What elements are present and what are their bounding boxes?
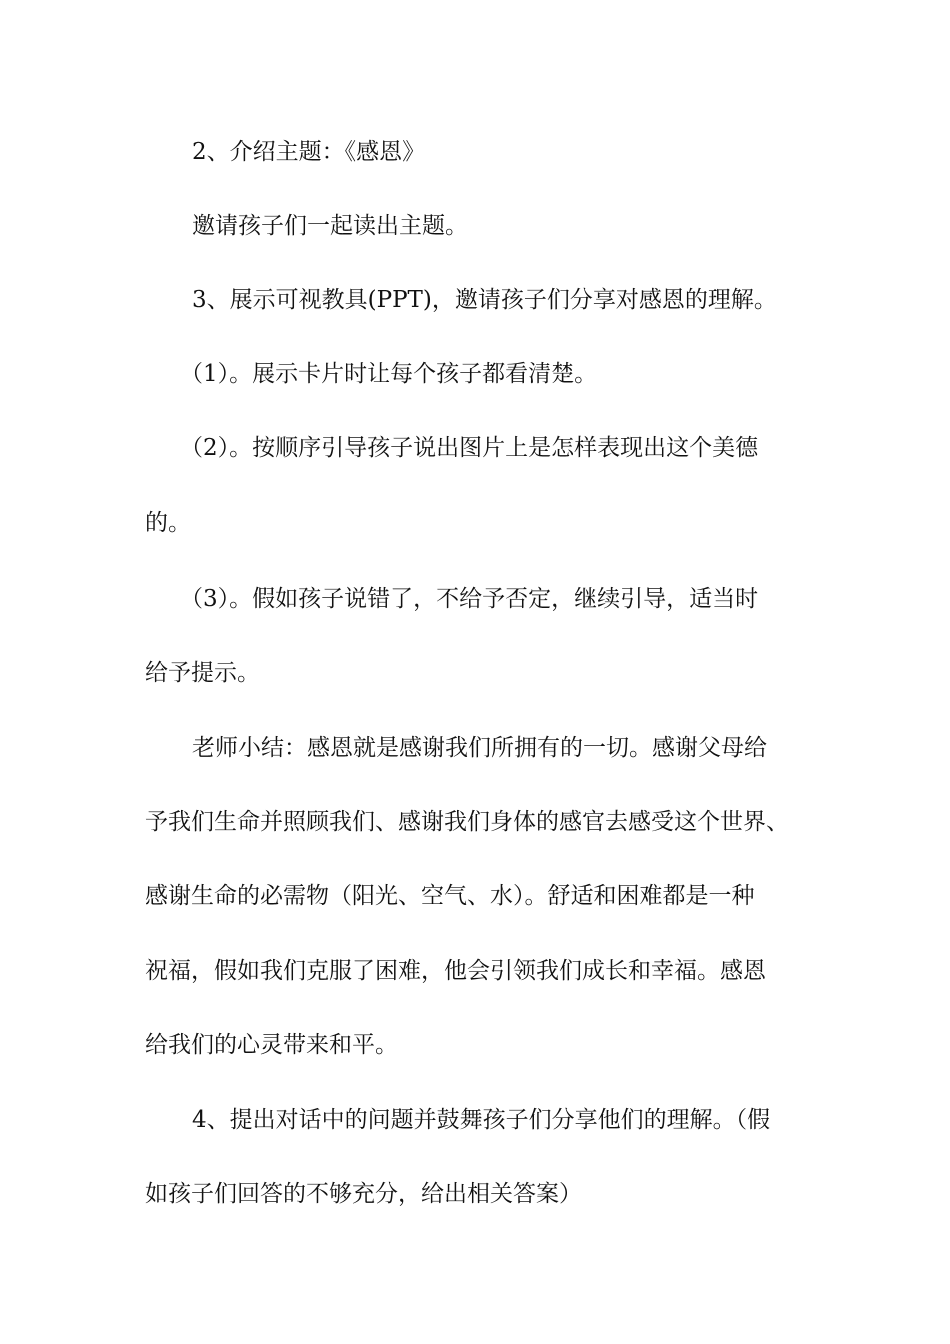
paragraph-line: 给我们的心灵带来和平。	[145, 1032, 398, 1058]
paragraph-line: 予我们生命并照顾我们、感谢我们身体的感官去感受这个世界、	[145, 809, 789, 835]
paragraph-line: 的。	[145, 510, 191, 536]
paragraph-line: （1）。展示卡片时让每个孩子都看清楚。	[180, 361, 598, 387]
paragraph-line: 如孩子们回答的不够充分，给出相关答案）	[145, 1181, 582, 1207]
paragraph-line: 祝福，假如我们克服了困难，他会引领我们成长和幸福。感恩	[145, 958, 766, 984]
paragraph-line: 感谢生命的必需物（阳光、空气、水）。舒适和困难都是一种	[145, 883, 755, 909]
paragraph-line: 3、展示可视教具(PPT)，邀请孩子们分享对感恩的理解。	[192, 287, 777, 313]
paragraph-line: 老师小结：感恩就是感谢我们所拥有的一切。感谢父母给	[192, 735, 767, 761]
paragraph-line: （3）。假如孩子说错了，不给予否定，继续引导，适当时	[180, 586, 759, 612]
paragraph-line: 给予提示。	[145, 660, 260, 686]
paragraph-line: （2）。按顺序引导孩子说出图片上是怎样表现出这个美德	[180, 435, 759, 461]
paragraph-line: 4、提出对话中的问题并鼓舞孩子们分享他们的理解。（假	[192, 1107, 771, 1133]
paragraph-line: 2、介绍主题：《感恩》	[192, 139, 426, 165]
paragraph-line: 邀请孩子们一起读出主题。	[192, 213, 468, 239]
